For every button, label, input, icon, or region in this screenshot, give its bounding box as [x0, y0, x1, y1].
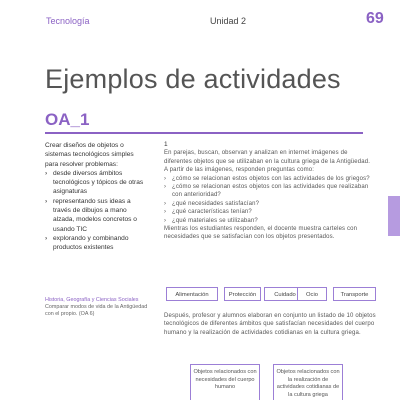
need-tag: Protección — [224, 287, 261, 301]
objective-list — [45, 169, 145, 253]
activity-body — [164, 141, 374, 242]
page-number: 69 — [366, 10, 384, 27]
need-tag: Ocio — [297, 287, 327, 301]
objective-divider — [45, 132, 363, 134]
needs-tags — [166, 287, 376, 303]
activity-outro: Mientras los estudiantes responden, el docente muestra carteles con necesidades que se satisfacían con los objetos presentados. — [164, 226, 358, 241]
note-heading: Historia, Geografía y Ciencias Sociales — [45, 297, 139, 303]
unit-label: Unidad 2 — [210, 16, 247, 26]
question-item: › ¿qué características tenían? — [164, 208, 374, 216]
subject-label: Tecnología — [46, 16, 90, 26]
objective-intro: Crear diseños de objetos o sistemas tecnológicos simples para resolver problemas: — [45, 142, 134, 168]
cross-curricular-note — [45, 297, 150, 319]
question-item: › ¿cómo se relacionan estos objetos con las actividades de los griegos? — [164, 175, 374, 183]
need-tag: Alimentación — [166, 287, 218, 301]
need-tag: Transporte — [333, 287, 376, 301]
objective-code: OA_1 — [45, 110, 90, 129]
activity-para2-text: Después, profesor y alumnos elaboran en conjunto un listado de 10 objetos tecnológicos de diferentes ámbitos que satisfacían necesidades del cuerpo humano y la realización de actividades cotidianas en la cultura griega. — [164, 313, 376, 336]
question-item: › ¿cómo se relacionan estos objetos con las actividades que realizaban con anterioridad? — [164, 183, 374, 200]
category-box: Objetos relacionados con la realización de actividades cotidianas de la cultura griega — [273, 364, 343, 400]
note-body: Comparar modos de vida de la Antigüedad con el propio. (OA 6) — [45, 304, 148, 318]
question-list — [164, 175, 374, 225]
activity-number: 1 — [164, 141, 168, 148]
objective-item: › representando sus ideas a través de dibujos a mano alzada, modelos concretos o usando TIC — [45, 197, 145, 234]
question-item: › ¿qué materiales se utilizaban? — [164, 217, 374, 225]
page-title: Ejemplos de actividades — [45, 64, 341, 94]
objective-item: › desde diversos ámbitos tecnológicos y tópicos de otras asignaturas — [45, 169, 145, 197]
activity-paragraph-2 — [164, 312, 376, 337]
need-tag: Cuidado — [264, 287, 306, 301]
objective-item: › explorando y combinando productos existentes — [45, 234, 145, 253]
side-tab — [388, 196, 400, 236]
category-box: Objetos relacionados con necesidades del cuerpo humano — [190, 364, 260, 400]
page-header — [0, 0, 400, 34]
activity-intro: En parejas, buscan, observan y analizan en internet imágenes de diferentes objetos que se utilizaban en la cultura griega de la Antigüedad. A partir de las imágenes, responden preguntas como: — [164, 150, 371, 174]
question-item: › ¿qué necesidades satisfacían? — [164, 200, 374, 208]
objective-description — [45, 141, 145, 253]
